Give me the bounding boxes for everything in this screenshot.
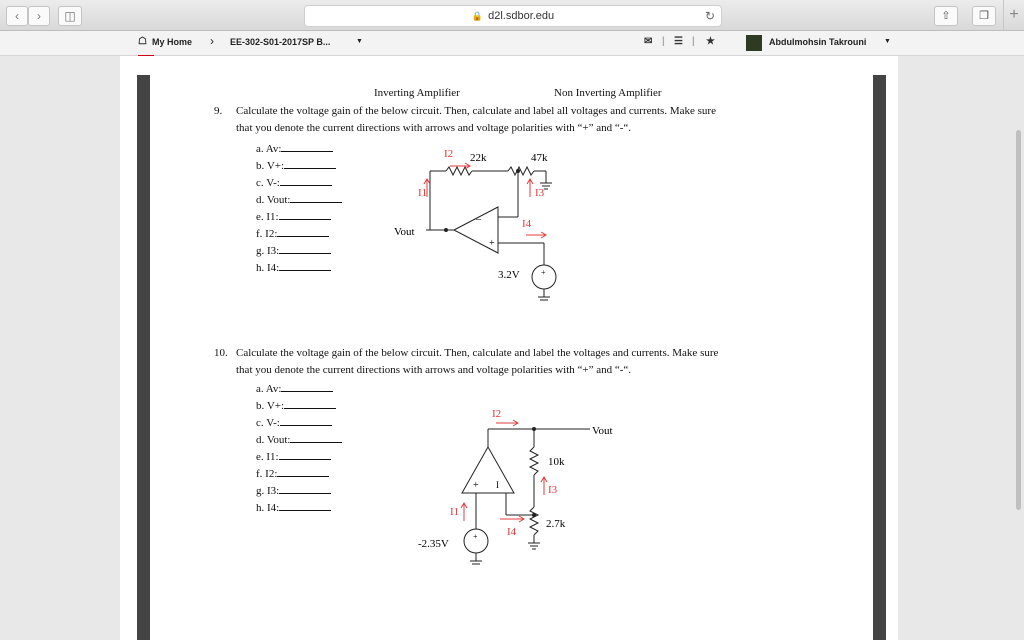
- r1-label: 10k: [548, 456, 565, 468]
- i3-label: I3: [548, 484, 558, 496]
- q10-item-c: c. V-:: [256, 416, 332, 429]
- op-minus: I: [496, 480, 499, 490]
- share-icon[interactable]: ⇧: [934, 6, 958, 26]
- viewer-right-border: [873, 75, 886, 640]
- tabs-icon[interactable]: ❐: [972, 6, 996, 26]
- q9-item-a: a. Av:: [256, 142, 333, 155]
- address-bar[interactable]: [304, 5, 722, 27]
- q10-number: 10.: [214, 347, 228, 359]
- reload-icon[interactable]: ↻: [704, 9, 715, 23]
- i2-label: I2: [492, 408, 502, 420]
- course-dropdown-icon[interactable]: ▼: [356, 38, 363, 45]
- q9-text-line1: Calculate the voltage gain of the below circuit. Then, calculate and label all voltages and currents. Make sure: [236, 105, 716, 117]
- updates-icon[interactable]: ☰: [674, 36, 683, 47]
- my-home-link[interactable]: My Home: [152, 37, 193, 47]
- r2-label: 47k: [531, 152, 548, 164]
- lock-icon: 🔒: [471, 11, 484, 21]
- q10-item-h: h. I4:: [256, 501, 331, 514]
- q10-item-a: a. Av:: [256, 382, 333, 395]
- r1-label: 22k: [470, 152, 487, 164]
- resistor-2.7k: [530, 507, 538, 535]
- vsrc-label: -2.35V: [418, 538, 449, 550]
- scrollbar[interactable]: [1016, 130, 1021, 510]
- site-navbar: [0, 31, 1024, 56]
- divider: |: [692, 36, 695, 47]
- q10-item-d: d. Vout:: [256, 433, 342, 446]
- op-plus: +: [473, 480, 479, 491]
- q10-text-line1: Calculate the voltage gain of the below circuit. Then, calculate and label the voltages and currents. Make sure: [236, 347, 719, 359]
- i4-label: I4: [507, 526, 517, 538]
- i1-label: I1: [450, 506, 460, 518]
- messages-icon[interactable]: ✉: [644, 36, 653, 47]
- q9-number: 9.: [214, 105, 223, 117]
- q9-item-e: e. I1:: [256, 210, 331, 223]
- q10-item-g: g. I3:: [256, 484, 331, 497]
- breadcrumb-chevron-icon: ›: [210, 34, 214, 48]
- i2-label: I2: [444, 148, 454, 160]
- subscriptions-icon[interactable]: ★: [706, 36, 715, 47]
- home-icon: ☖: [138, 36, 147, 47]
- q9-item-c: c. V-:: [256, 176, 332, 189]
- q9-item-d: d. Vout:: [256, 193, 342, 206]
- i4-label: I4: [522, 218, 532, 230]
- resistor-10k: [530, 447, 538, 475]
- header-inverting: Inverting Amplifier: [374, 87, 460, 99]
- forward-icon[interactable]: ›: [28, 6, 50, 26]
- op-amp: [462, 447, 514, 493]
- vout-label: Vout: [592, 425, 613, 437]
- vsrc-label: 3.2V: [498, 269, 520, 281]
- q9-item-g: g. I3:: [256, 244, 331, 257]
- vout-label: Vout: [394, 226, 415, 238]
- course-link[interactable]: EE-302-S01-2017SP B...: [230, 37, 331, 47]
- q10-item-b: b. V+:: [256, 399, 336, 412]
- document-page: [150, 75, 872, 640]
- avatar[interactable]: [746, 35, 762, 51]
- i3-label: I3: [535, 187, 545, 199]
- browser-toolbar: [0, 0, 1024, 31]
- src-plus: +: [473, 532, 478, 541]
- q10-item-e: e. I1:: [256, 450, 331, 463]
- back-icon[interactable]: ‹: [6, 6, 28, 26]
- circuit-10: [150, 75, 872, 640]
- q10-text-line2: that you denote the current directions with arrows and voltage polarities with “+” and “-“.: [236, 364, 632, 376]
- op-minus: –: [476, 214, 481, 225]
- user-dropdown-icon[interactable]: ▼: [884, 38, 891, 45]
- q9-item-f: f. I2:: [256, 227, 329, 240]
- divider: |: [662, 36, 665, 47]
- i1-label: I1: [418, 187, 428, 199]
- user-name[interactable]: Abdulmohsin Takrouni: [769, 37, 867, 47]
- new-tab-icon[interactable]: +: [1003, 0, 1024, 30]
- sidebar-icon[interactable]: ◫: [58, 6, 82, 26]
- header-noninverting: Non Inverting Amplifier: [554, 87, 662, 99]
- viewer-left-border: [137, 75, 150, 640]
- r2-label: 2.7k: [546, 518, 566, 530]
- op-plus: +: [489, 238, 495, 249]
- q9-text-line2: that you denote the current directions with arrows and voltage polarities with “+” and “-“.: [236, 122, 632, 134]
- url-text: d2l.sdbor.edu: [488, 10, 555, 22]
- q9-item-b: b. V+:: [256, 159, 336, 172]
- q9-item-h: h. I4:: [256, 261, 331, 274]
- src-plus: +: [541, 268, 546, 277]
- q10-item-f: f. I2:: [256, 467, 329, 480]
